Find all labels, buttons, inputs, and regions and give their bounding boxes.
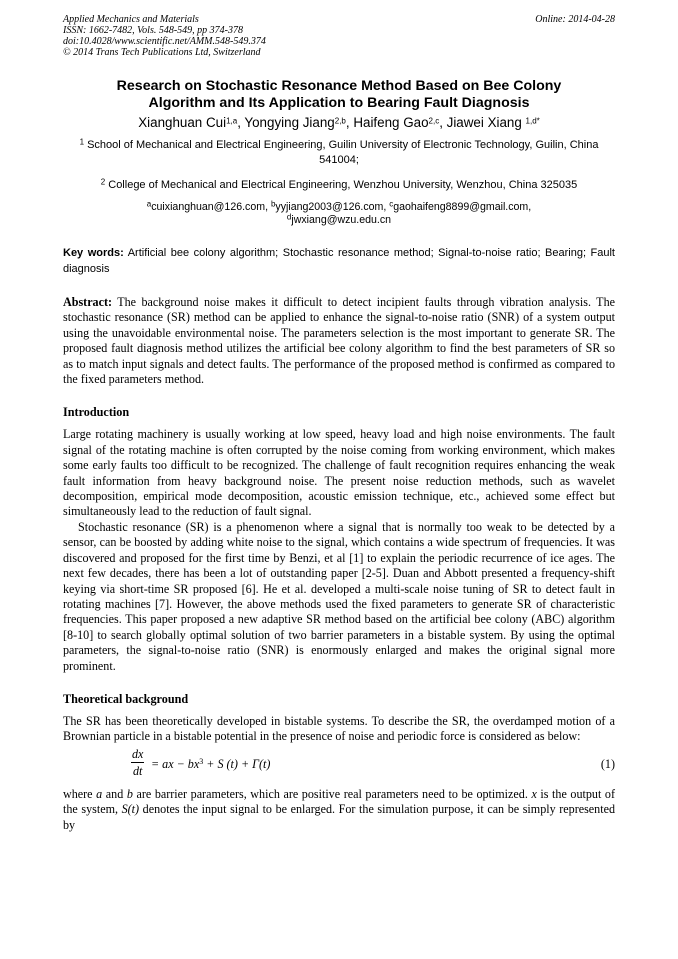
equation-rhs bbox=[151, 757, 270, 772]
theory-paragraph-1: The SR has been theoretically developed in bistable systems. To describe the SR, the overdamped motion of a Brownian particle in a bistable potential in the presence of noise and periodic force is considered as below: bbox=[63, 713, 615, 744]
author-superscript: 2,b bbox=[334, 116, 346, 126]
variable-s-of-t: S(t) bbox=[121, 802, 140, 817]
variable-x: x bbox=[531, 786, 537, 801]
author-superscript: 1,a bbox=[226, 116, 238, 126]
issn-line: ISSN: 1662-7482, Vols. 548-549, pp 374-378 bbox=[63, 25, 243, 36]
author-superscript: 2,c bbox=[428, 116, 440, 126]
email-superscript: d bbox=[286, 212, 292, 222]
theory-body bbox=[63, 714, 615, 833]
keywords-block bbox=[63, 245, 615, 277]
equation-1 bbox=[63, 747, 615, 787]
author-name: Yongying Jiang bbox=[244, 115, 335, 130]
text-run: is the output of the system, bbox=[63, 786, 615, 817]
author-name: Jiawei Xiang bbox=[446, 115, 526, 130]
introduction-body bbox=[63, 427, 615, 674]
intro-paragraph-1: Large rotating machinery is usually working at low speed, heavy load and high noise environments. The fault signal of the rotating machine is often corrupted by the noise coming from working environment, which makes some early faults too difficult to be recognized. The challenge of fault recognition requires enhancing the weak fault information from heavy background noise. The present noise reduction methods, such as wavelet decomposition, empirical mode decomposition, acoustic emission technique, etc., achieved some effect but simultaneously lead to the reduction of fault signal. bbox=[63, 427, 615, 519]
equation-rhs-tail: + S (t) + Γ(t) bbox=[203, 756, 271, 771]
variable-a: a bbox=[96, 786, 103, 801]
fraction-denominator: dt bbox=[133, 763, 143, 778]
text-run: denotes the input signal to be enlarged. For the simulation purpose, it can be simply represented by bbox=[63, 802, 615, 832]
equation-fraction bbox=[131, 747, 144, 780]
theory-heading: Theoretical background bbox=[63, 691, 189, 706]
affiliation-text: School of Mechanical and Electrical Engineering, Guilin University of Electronic Technology, Guilin, China 541004; bbox=[87, 139, 599, 166]
email-separator: , bbox=[265, 201, 271, 213]
email-list bbox=[63, 201, 615, 227]
author-separator: , bbox=[439, 115, 447, 130]
variable-b: b bbox=[126, 786, 133, 801]
text-run: and bbox=[102, 786, 127, 801]
email-separator: , bbox=[528, 201, 532, 213]
journal-header bbox=[63, 14, 615, 58]
affiliation-1 bbox=[63, 138, 615, 168]
introduction-heading: Introduction bbox=[63, 405, 130, 420]
abstract-block bbox=[63, 295, 615, 387]
email-link[interactable]: yyjiang2003@126.com bbox=[275, 201, 384, 213]
online-date: Online: 2014-04-28 bbox=[535, 14, 615, 25]
abstract-label: Abstract: bbox=[63, 295, 113, 309]
author-list bbox=[63, 114, 615, 131]
affiliation-superscript: 2 bbox=[100, 177, 106, 187]
author-superscript: 1,d* bbox=[525, 116, 540, 126]
title-line-1: Research on Stochastic Resonance Method Based on Bee Colony bbox=[116, 78, 562, 94]
email-link[interactable]: jwxiang@wzu.edu.cn bbox=[291, 214, 392, 226]
keywords-label: Key words: bbox=[63, 247, 124, 259]
email-link[interactable]: gaohaifeng8899@gmail.com bbox=[393, 201, 529, 213]
equation-number: (1) bbox=[600, 756, 615, 771]
author-name: Haifeng Gao bbox=[353, 115, 429, 130]
text-run: are barrier parameters, which are positive real parameters need to be optimized. bbox=[132, 786, 532, 801]
author-separator: , bbox=[345, 115, 354, 130]
email-superscript: c bbox=[389, 199, 394, 209]
paper-title bbox=[63, 78, 615, 112]
text-run: where bbox=[63, 786, 97, 801]
affiliation-superscript: 1 bbox=[79, 137, 85, 147]
paper-page bbox=[63, 14, 615, 833]
email-superscript: b bbox=[270, 199, 276, 209]
author-name: Xianghuan Cui bbox=[138, 115, 227, 130]
fraction-numerator: dx bbox=[132, 746, 144, 761]
intro-paragraph-2: Stochastic resonance (SR) is a phenomenon where a signal that is normally too weak to be detected by a sensor, can be boosted by adding white noise to the signal, which contains a wide spectrum of frequencies. It was discovered and proposed for the first time by Benzi, et al [1] to explain the periodic recurrence of ice ages. The next few decades, there has been a lot of outstanding paper [2-5]. Duan and Abbott presented a frequency-shift keying via short-time SR proposed [6]. He et al. developed a multi-scale noise tuning of SR to detect fault in rotating machines [7]. However, the above methods used the fixed parameters to generate SR of characteristic frequencies. This paper proposed a new adaptive SR method based on the artificial bee colony (ABC) algorithm [8-10] to search globally optimal solution of two barrier parameters in a bistable system. By using the optimal parameters, the signal-to-noise ratio (SNR) is enormously enlarged and makes the original signal more prominent. bbox=[63, 519, 615, 673]
email-separator: , bbox=[383, 201, 390, 213]
abstract-text: The background noise makes it difficult to detect incipient faults through vibration analysis. The stochastic resonance (SR) method can be applied to enhance the signal-to-noise ratio (SNR) of a system output using the unavoidable environmental noise. The parameters selection is the most important to generate SR. The proposed fault diagnosis method utilizes the artificial bee colony algorithm to find the best parameters of SR so as to match input signals and detect faults. The performance of the proposed method is confirmed as compared to the fixed parameters method. bbox=[63, 295, 615, 387]
author-separator: , bbox=[237, 115, 245, 130]
equation-exponent: 3 bbox=[199, 756, 204, 766]
email-link[interactable]: cuixianghuan@126.com bbox=[151, 201, 266, 213]
doi-line: doi:10.4028/www.scientific.net/AMM.548-549.374 bbox=[63, 36, 266, 47]
copyright-line: © 2014 Trans Tech Publications Ltd, Switzerland bbox=[63, 47, 261, 58]
affiliation-2 bbox=[63, 178, 615, 193]
email-superscript: a bbox=[146, 199, 152, 209]
theory-paragraph-2 bbox=[63, 787, 615, 833]
keywords-text: Artificial bee colony algorithm; Stochastic resonance method; Signal-to-noise ratio; Bearing; Fault diagnosis bbox=[63, 247, 615, 275]
journal-name: Applied Mechanics and Materials bbox=[63, 14, 199, 25]
title-line-2: Algorithm and Its Application to Bearing Fault Diagnosis bbox=[148, 95, 530, 111]
affiliation-text: College of Mechanical and Electrical Engineering, Wenzhou University, Wenzhou, China 325035 bbox=[108, 179, 578, 191]
equation-rhs-main: = ax − bx bbox=[151, 756, 200, 771]
